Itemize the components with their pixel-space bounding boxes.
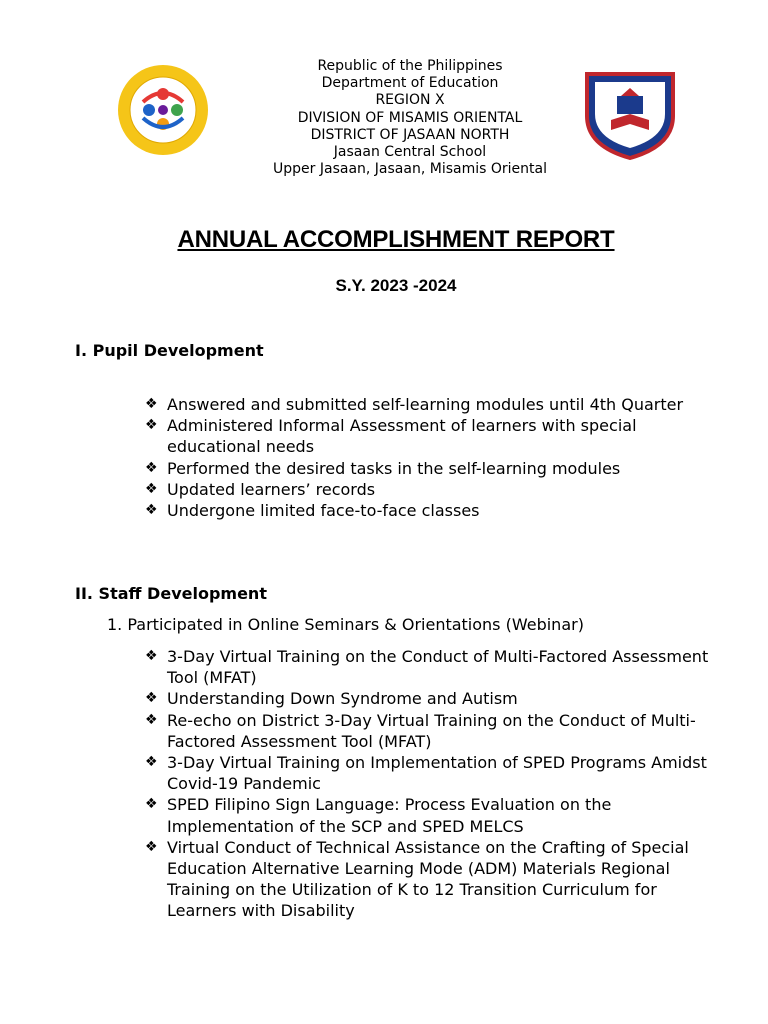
school-year: S.Y. 2023 -2024 — [335, 276, 457, 295]
header-line: Upper Jasaan, Jasaan, Misamis Oriental — [273, 161, 547, 178]
pupil-development-list — [145, 394, 725, 521]
list-item — [145, 394, 725, 415]
diamond-bullet-icon: ❖ — [145, 690, 158, 707]
header-line: DISTRICT OF JASAAN NORTH — [310, 126, 510, 143]
letterhead — [230, 58, 590, 178]
deped-district-seal — [581, 66, 679, 160]
list-item-text: Updated learners’ records — [167, 479, 376, 499]
diamond-bullet-icon: ❖ — [145, 480, 158, 497]
diamond-bullet-icon: ❖ — [145, 754, 158, 771]
list-item — [145, 794, 725, 836]
section-heading-pupil-development: I. Pupil Development — [75, 341, 264, 360]
list-item-text: SPED Filipino Sign Language: Process Evaluation on the Implementation of the SCP and SPED MELCS — [167, 795, 612, 836]
list-item — [145, 837, 725, 922]
list-item-text: Virtual Conduct of Technical Assistance on the Crafting of Special Education Alternative Learning Mode (ADM) Materials Regional Training on the Utilization of K to 12 Transition Curriculum for Learners with Disability — [167, 837, 689, 921]
diamond-bullet-icon: ❖ — [145, 711, 158, 728]
section-heading-staff-development: II. Staff Development — [75, 584, 267, 603]
list-item-text: Re-echo on District 3-Day Virtual Training on the Conduct of Multi-Factored Assessment Tool (MFAT) — [167, 710, 696, 751]
numbered-item: 1. Participated in Online Seminars & Orientations (Webinar) — [107, 615, 584, 634]
list-item — [145, 688, 725, 709]
diamond-bullet-icon: ❖ — [145, 502, 158, 519]
list-item — [145, 458, 725, 479]
list-item — [145, 415, 725, 457]
diamond-bullet-icon: ❖ — [145, 838, 158, 855]
header-line: Republic of the Philippines — [317, 58, 503, 74]
header-line: Jasaan Central School — [333, 144, 487, 161]
list-item-text: 3-Day Virtual Training on Implementation of SPED Programs Amidst Covid-19 Pandemic — [167, 753, 707, 794]
special-education-logo — [113, 64, 213, 156]
diamond-bullet-icon: ❖ — [145, 796, 158, 813]
diamond-bullet-icon: ❖ — [145, 396, 158, 412]
list-item-text: Answered and submitted self-learning modules until 4th Quarter — [167, 395, 684, 414]
list-item — [145, 646, 725, 688]
header-line: DIVISION OF MISAMIS ORIENTAL — [297, 109, 523, 126]
list-item-text: Undergone limited face-to-face classes — [167, 501, 480, 521]
header-line: Department of Education — [321, 75, 499, 92]
list-item-text: Administered Informal Assessment of learners with special educational needs — [167, 416, 637, 457]
list-item — [145, 710, 725, 752]
list-item-text: Performed the desired tasks in the self-learning modules — [167, 458, 621, 478]
list-item-text: Understanding Down Syndrome and Autism — [167, 689, 518, 709]
list-item — [145, 500, 725, 521]
list-item-text: 3-Day Virtual Training on the Conduct of Multi-Factored Assessment Tool (MFAT) — [167, 647, 709, 688]
diamond-bullet-icon: ❖ — [145, 459, 158, 476]
report-title: ANNUAL ACCOMPLISHMENT REPORT — [177, 226, 615, 253]
diamond-bullet-icon: ❖ — [145, 648, 158, 664]
staff-development-list — [145, 646, 725, 922]
header-line: REGION X — [375, 92, 445, 109]
diamond-bullet-icon: ❖ — [145, 417, 158, 434]
list-item — [145, 479, 725, 500]
list-item — [145, 752, 725, 794]
